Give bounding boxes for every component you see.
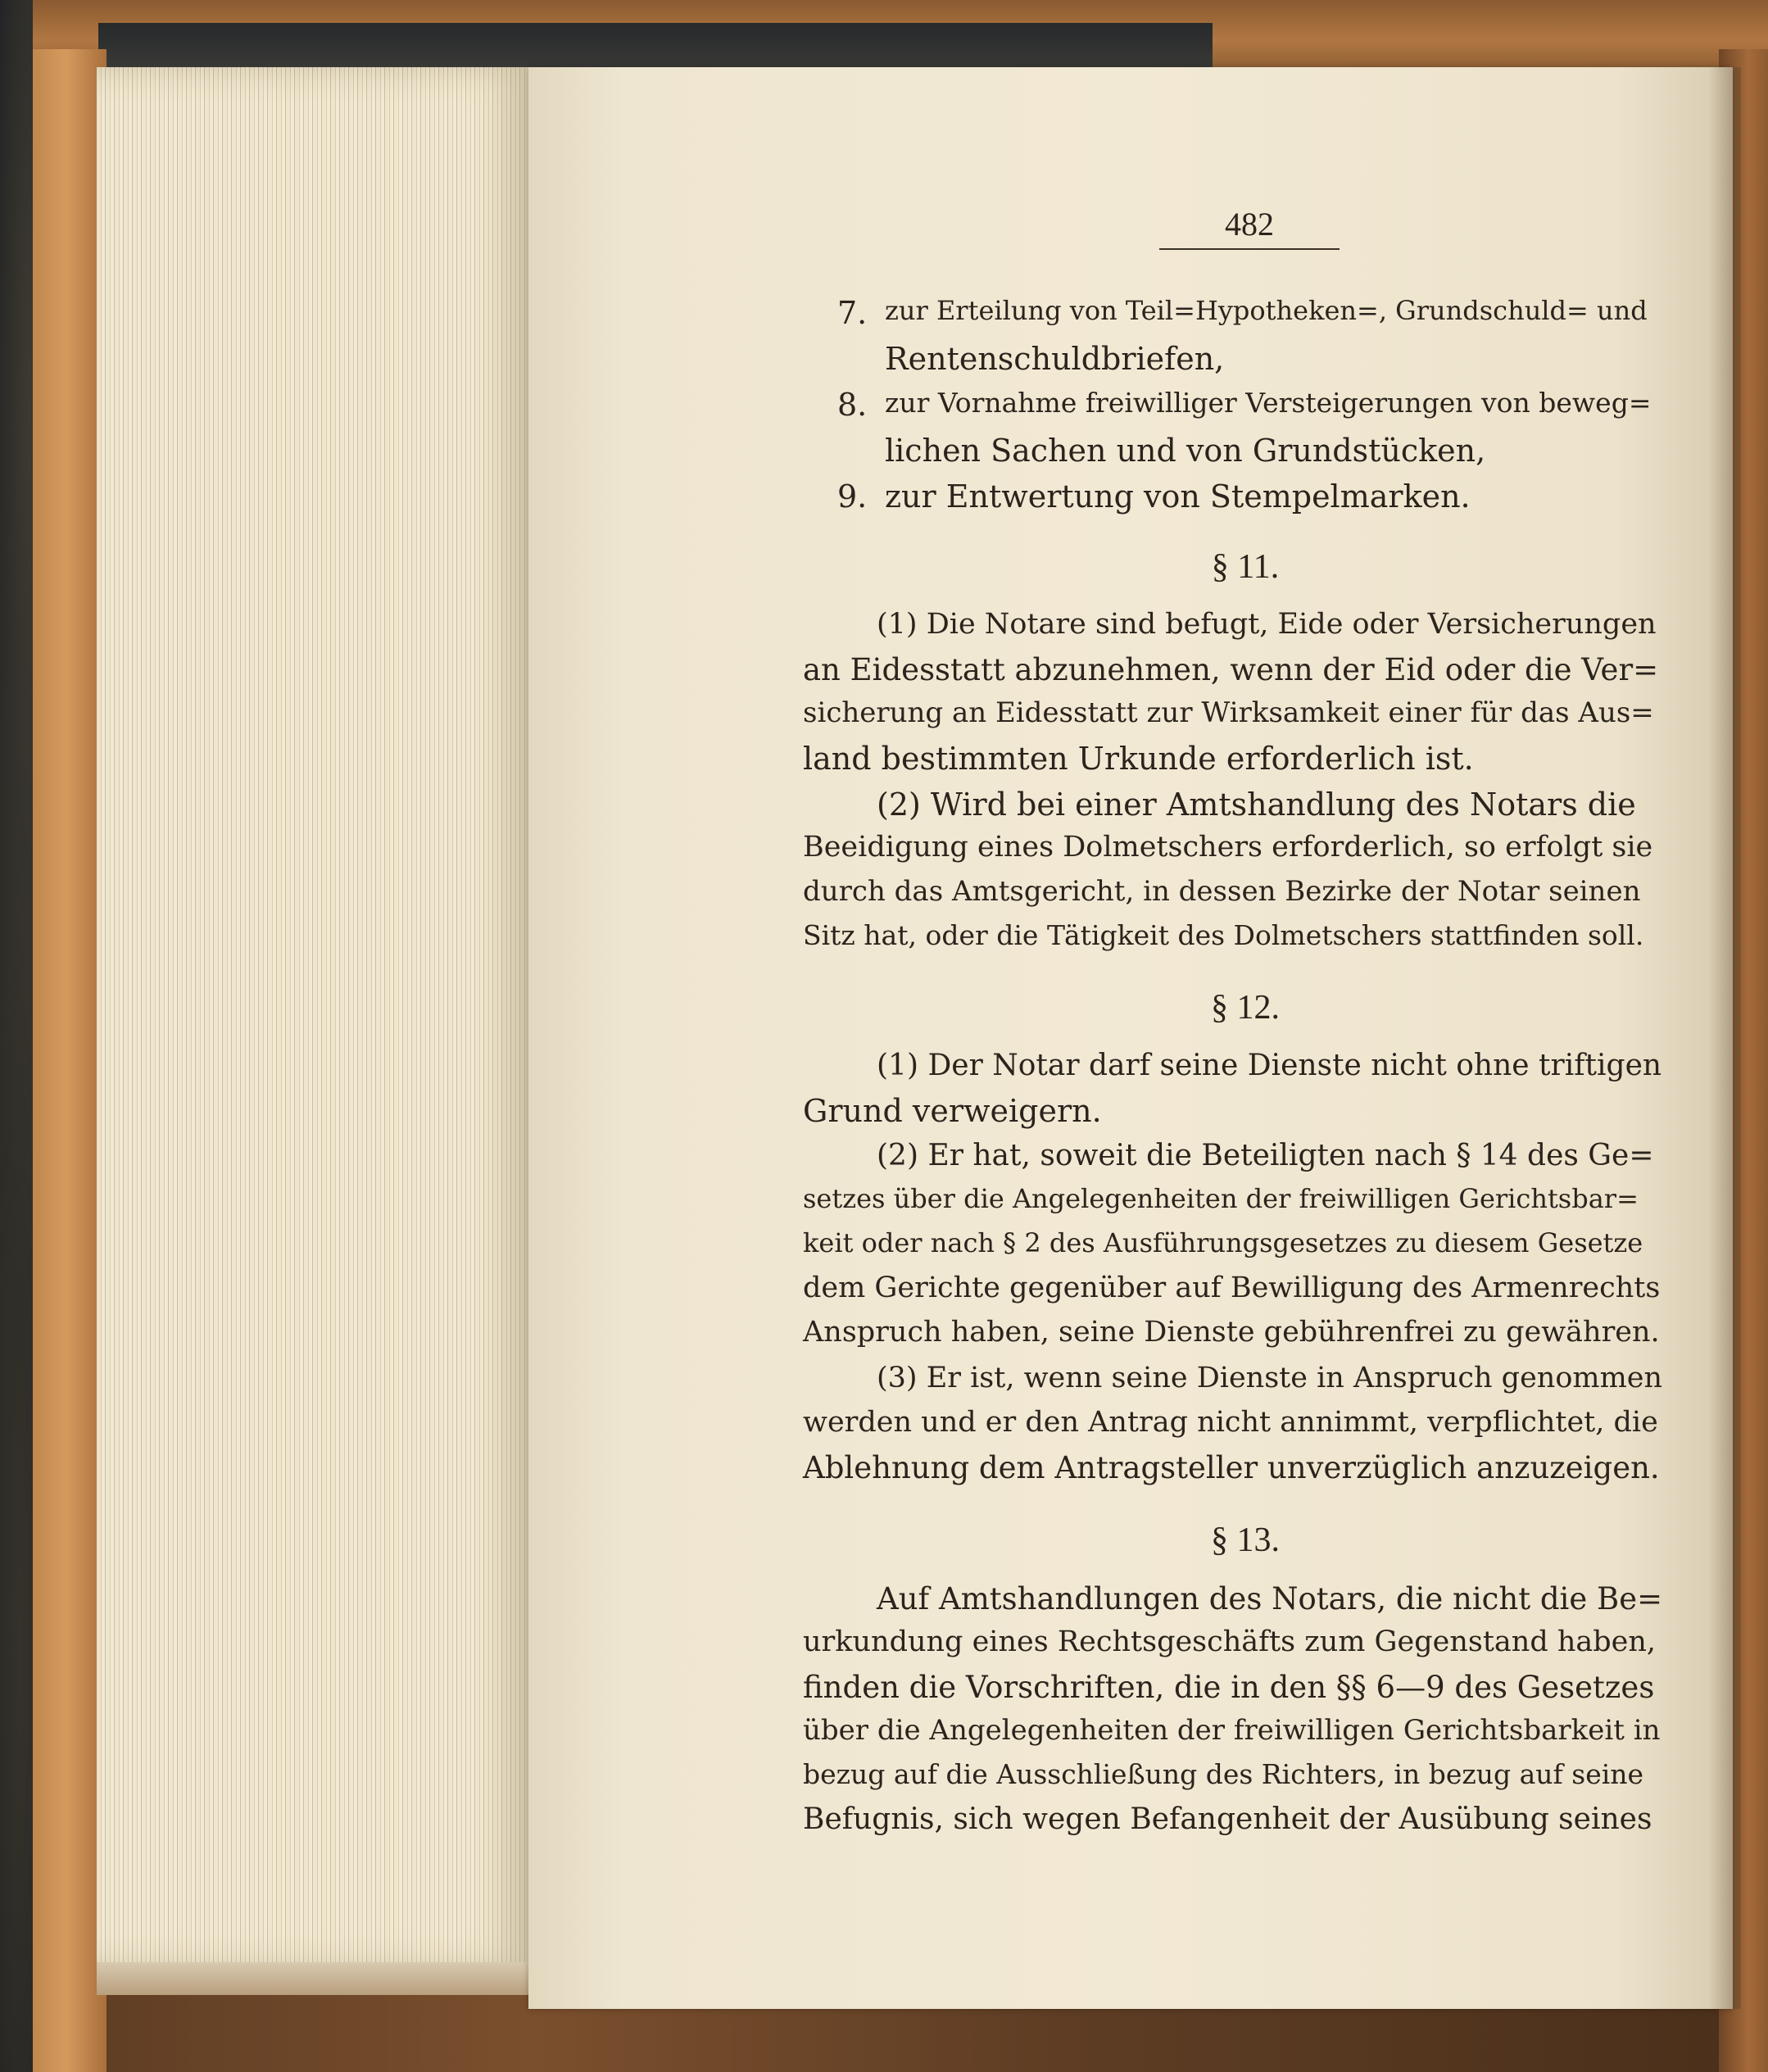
list-item-line xyxy=(885,295,1655,326)
section-heading: § 12. xyxy=(1211,989,1280,1027)
paragraph-line: durch das Amtsgericht, in dessen Bezirke der Notar seinen xyxy=(803,875,1641,908)
paragraph-line: (1) Der Notar darf seine Dienste nicht ohne triftigen xyxy=(877,1049,1662,1082)
paragraph-line: (2) Er hat, soweit die Beteiligten nach § 14 des Ge= xyxy=(877,1139,1654,1172)
paragraph-line: (2) Wird bei einer Amtshandlung des Notars die xyxy=(877,787,1636,823)
paragraph-line: Auf Amtshandlungen des Notars, die nicht die Be= xyxy=(877,1581,1663,1616)
leather-corner-left xyxy=(33,49,107,2072)
paragraph-line: Sitz hat, oder die Tätigkeit des Dolmetschers stattfinden soll. xyxy=(803,919,1644,951)
list-item-text: zur Erteilung von Teil=Hypotheken=, Grundschuld= und xyxy=(885,295,1648,326)
paragraph-line: setzes über die Angelegenheiten der freiwilligen Gerichtsbar= xyxy=(803,1183,1639,1214)
list-item-line: zur Vornahme freiwilliger Versteigerungen von beweg= xyxy=(885,387,1652,419)
page-gutter-shadow xyxy=(1708,67,1741,2009)
cover-board-top xyxy=(98,23,1213,72)
paragraph-line: land bestimmten Urkunde erforderlich ist. xyxy=(803,741,1474,777)
list-item-line: Rentenschuldbriefen, xyxy=(885,341,1225,377)
paragraph-line: über die Angelegenheiten der freiwilligen Gerichtsbarkeit in xyxy=(803,1714,1661,1747)
section-heading: § 11. xyxy=(1211,548,1280,586)
page-block-bottom xyxy=(97,1962,531,1995)
list-item-number: 7. xyxy=(837,295,868,331)
page-number: 482 xyxy=(1159,205,1340,250)
paragraph-line: dem Gerichte gegenüber auf Bewilligung des Armenrechts xyxy=(803,1272,1661,1304)
paragraph-line: Befugnis, sich wegen Befangenheit der Ausübung seines xyxy=(803,1802,1652,1836)
paragraph-line: Beeidigung eines Dolmetschers erforderlich, so erfolgt sie xyxy=(803,831,1653,864)
list-item-line: lichen Sachen und von Grundstücken, xyxy=(885,433,1486,469)
list-item-number: 9. xyxy=(837,478,868,515)
paragraph-line: Ablehnung dem Antragsteller unverzüglich anzuzeigen. xyxy=(803,1450,1660,1485)
paragraph-line: an Eidesstatt abzunehmen, wenn der Eid oder die Ver= xyxy=(803,652,1659,687)
paragraph-line: werden und er den Antrag nicht annimmt, verpflichtet, die xyxy=(803,1406,1658,1439)
list-item-number: 8. xyxy=(837,387,868,423)
page-block-edges xyxy=(97,67,531,1968)
list-item-line: zur Entwertung von Stempelmarken. xyxy=(885,478,1471,515)
paragraph-line: sicherung an Eidesstatt zur Wirksamkeit einer für das Aus= xyxy=(803,696,1654,729)
paragraph-line: finden die Vorschriften, die in den §§ 6—9 des Gesetzes xyxy=(803,1670,1655,1705)
paragraph-line: (3) Er ist, wenn seine Dienste in Anspruch genommen xyxy=(877,1362,1663,1394)
paragraph-line: urkundung eines Rechtsgeschäfts zum Gegenstand haben, xyxy=(803,1625,1657,1658)
paragraph-line: Anspruch haben, seine Dienste gebührenfrei zu gewähren. xyxy=(803,1316,1660,1349)
paragraph-line: bezug auf die Ausschließung des Richters, in bezug auf seine xyxy=(803,1758,1644,1790)
section-heading: § 13. xyxy=(1211,1521,1280,1559)
paragraph-line: Grund verweigern. xyxy=(803,1093,1102,1129)
paragraph-line: keit oder nach § 2 des Ausführungsgesetzes zu diesem Gesetze xyxy=(803,1227,1643,1258)
paragraph-line: (1) Die Notare sind befugt, Eide oder Versicherungen xyxy=(877,608,1657,641)
